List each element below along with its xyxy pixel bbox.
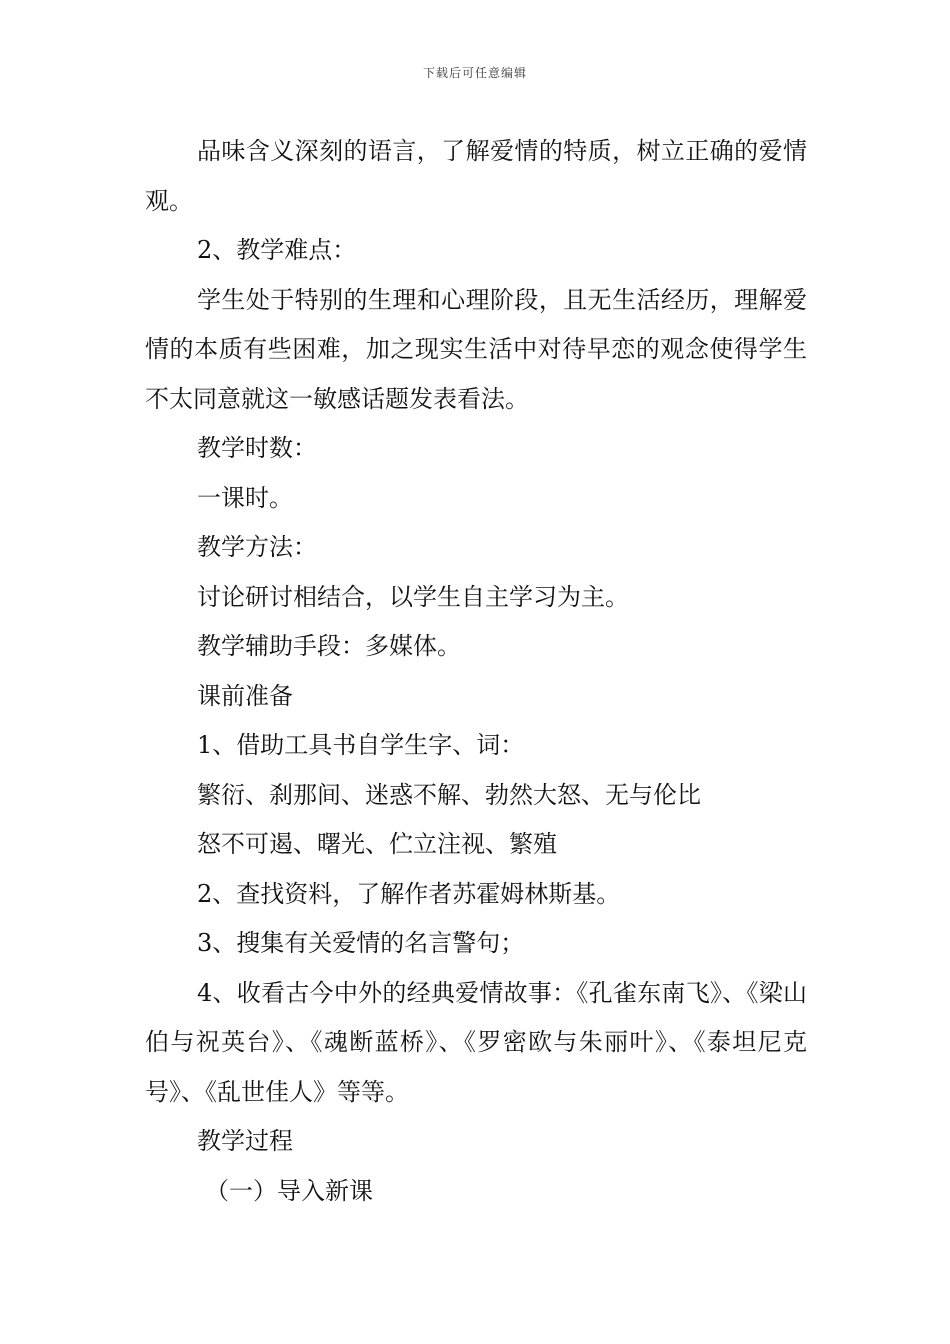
vocab-line-2: 怒不可遏、曙光、伫立注视、繁殖 [197, 830, 557, 858]
paragraph-teaching-method: 讨论研讨相结合，以学生自主学习为主。 [197, 582, 629, 611]
paragraph-teaching-hours: 一课时。 [197, 483, 293, 512]
paragraph-teaching-aids: 教学辅助手段：多媒体。 [197, 632, 461, 660]
page-header: 下载后可任意编辑 [422, 66, 527, 80]
prep-item-4: 4、收看古今中外的经典爱情故事：《孔雀东南飞》、《梁山伯与祝英台》、《魂断蓝桥》、《罗密欧与朱丽叶》、《泰坦尼克号》、《乱世佳人》等等。 [145, 978, 807, 1106]
heading-teaching-process: 教学过程 [197, 1127, 293, 1155]
prep-item-3: 3、搜集有关爱情的名言警句； [197, 929, 525, 957]
heading-teaching-method: 教学方法： [197, 533, 317, 561]
document-body [145, 127, 807, 1216]
heading-preparation: 课前准备 [197, 681, 293, 710]
heading-teaching-difficulty: 2、教学难点： [197, 236, 357, 264]
heading-teaching-hours: 教学时数： [197, 434, 317, 462]
vocab-line-1: 繁衍、刹那间、迷惑不解、勃然大怒、无与伦比 [197, 780, 701, 809]
prep-item-2: 2、查找资料，了解作者苏霍姆林斯基。 [197, 879, 621, 908]
paragraph-difficulty-text: 学生处于特别的生理和心理阶段，且无生活经历，理解爱情的本质有些困难，加之现实生活中对待早恋的观念使得学生不太同意就这一敏感话题发表看法。 [145, 285, 807, 413]
prep-item-1: 1、借助工具书自学生字、词： [197, 731, 525, 759]
paragraph-objective-text: 品味含义深刻的语言，了解爱情的特质，树立正确的爱情观。 [145, 137, 807, 215]
section-introduction: （一）导入新课 [205, 1176, 373, 1205]
